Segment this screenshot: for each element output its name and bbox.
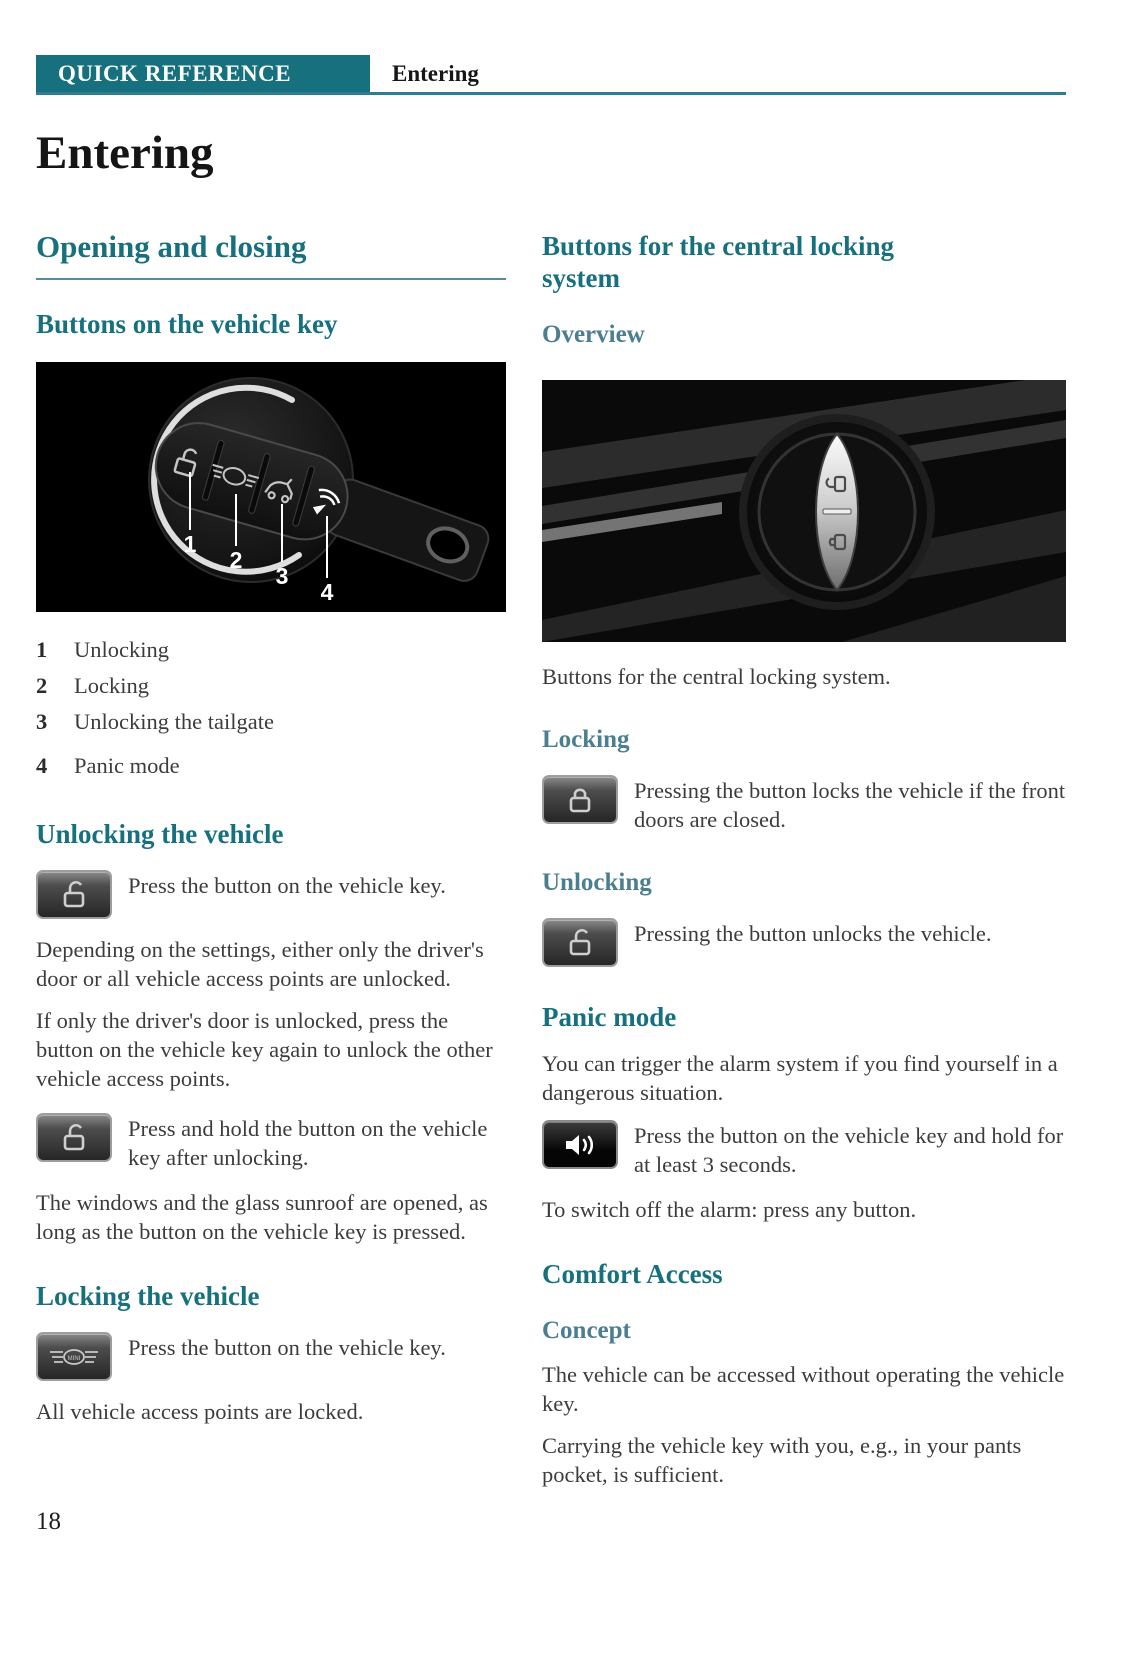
- subsubsection-concept: Concept: [542, 1317, 631, 1344]
- subsection-locking-vehicle: Locking the vehicle: [36, 1281, 260, 1311]
- vehicle-key-photo: [36, 362, 506, 612]
- rocker-divider: [823, 509, 851, 514]
- step-lock: [36, 1332, 506, 1381]
- paragraph: All vehicle access points are locked.: [36, 1399, 364, 1424]
- header-section-label: Entering: [392, 60, 479, 86]
- subsubsection-overview: Overview: [542, 321, 645, 348]
- legend-number: 3: [36, 709, 48, 734]
- subsubsection-locking: Locking: [542, 726, 630, 753]
- paragraph: Depending on the settings, either only the driver's door or all vehicle access points are unlocked.: [36, 937, 484, 991]
- legend-text: Unlocking: [74, 637, 169, 662]
- step-text: Press and hold the button on the vehicle key after unlocking.: [128, 1116, 488, 1170]
- unlock-button-icon: [36, 1113, 112, 1162]
- chapter-kicker: QUICK REFERENCE: [36, 55, 370, 92]
- legend-number: 2: [36, 673, 48, 698]
- legend-text: Panic mode: [74, 753, 180, 778]
- panic-button-icon: [542, 1120, 618, 1169]
- legend-number: 1: [36, 637, 48, 662]
- page-header: [36, 55, 1066, 95]
- paragraph: You can trigger the alarm system if you find yourself in a dangerous situation.: [542, 1051, 1058, 1105]
- svg-text:3: 3: [275, 563, 289, 589]
- section-heading-opening-closing: Opening and closing: [36, 230, 506, 280]
- central-locking-photo: [542, 380, 1066, 642]
- subsubsection-unlocking: Unlocking: [542, 869, 652, 896]
- page-title: Entering: [36, 127, 214, 179]
- svg-text:MINI: MINI: [67, 1355, 81, 1362]
- legend-item: [36, 748, 506, 784]
- step-panic: [542, 1120, 1066, 1179]
- legend-item: [36, 632, 506, 668]
- paragraph: The windows and the glass sunroof are opened, as long as the button on the vehicle key is pressed.: [36, 1190, 488, 1244]
- step-text: Press the button on the vehicle key.: [128, 873, 446, 898]
- left-column: [36, 230, 506, 1502]
- unlock-button-icon: [36, 870, 112, 919]
- legend-item: [36, 704, 506, 740]
- two-column-layout: [36, 230, 1066, 1502]
- step-unlocking: [542, 918, 1066, 967]
- subsection-buttons-vehicle-key: Buttons on the vehicle key: [36, 309, 338, 339]
- step-text: Press the button on the vehicle key and hold for at least 3 seconds.: [634, 1123, 1064, 1177]
- page-number: 18: [36, 1508, 61, 1535]
- paragraph: To switch off the alarm: press any button.: [542, 1197, 917, 1222]
- legend-text: Unlocking the tailgate: [74, 709, 274, 734]
- subsection-panic-mode: Panic mode: [542, 1002, 677, 1032]
- paragraph: Carrying the vehicle key with you, e.g., in your pants pocket, is sufficient.: [542, 1433, 1022, 1487]
- legend-item: [36, 668, 506, 704]
- key-legend: [36, 632, 506, 784]
- unlock-button-icon: [542, 918, 618, 967]
- lock-button-icon: [542, 775, 618, 824]
- step-text: Pressing the button unlocks the vehicle.: [634, 921, 992, 946]
- subsection-comfort-access: Comfort Access: [542, 1259, 723, 1289]
- right-column: [542, 230, 1066, 1502]
- subsection-central-locking: Buttons for the central locking system: [542, 231, 894, 293]
- step-locking: [542, 775, 1066, 834]
- step-unlock: [36, 870, 506, 919]
- mini-logo-button-icon: [36, 1332, 112, 1381]
- legend-text: Locking: [74, 673, 149, 698]
- paragraph: The vehicle can be accessed without operating the vehicle key.: [542, 1362, 1065, 1416]
- paragraph: If only the driver's door is unlocked, press the button on the vehicle key again to unlock the other vehicle access points.: [36, 1008, 493, 1091]
- svg-text:2: 2: [229, 547, 243, 573]
- svg-text:4: 4: [320, 579, 334, 605]
- svg-text:1: 1: [183, 531, 197, 557]
- legend-number: 4: [36, 753, 48, 778]
- photo-caption: Buttons for the central locking system.: [542, 664, 891, 689]
- step-press-hold: [36, 1113, 506, 1172]
- step-text: Pressing the button locks the vehicle if the front doors are closed.: [634, 778, 1066, 832]
- subsection-unlocking-vehicle: Unlocking the vehicle: [36, 819, 284, 849]
- step-text: Press the button on the vehicle key.: [128, 1335, 446, 1360]
